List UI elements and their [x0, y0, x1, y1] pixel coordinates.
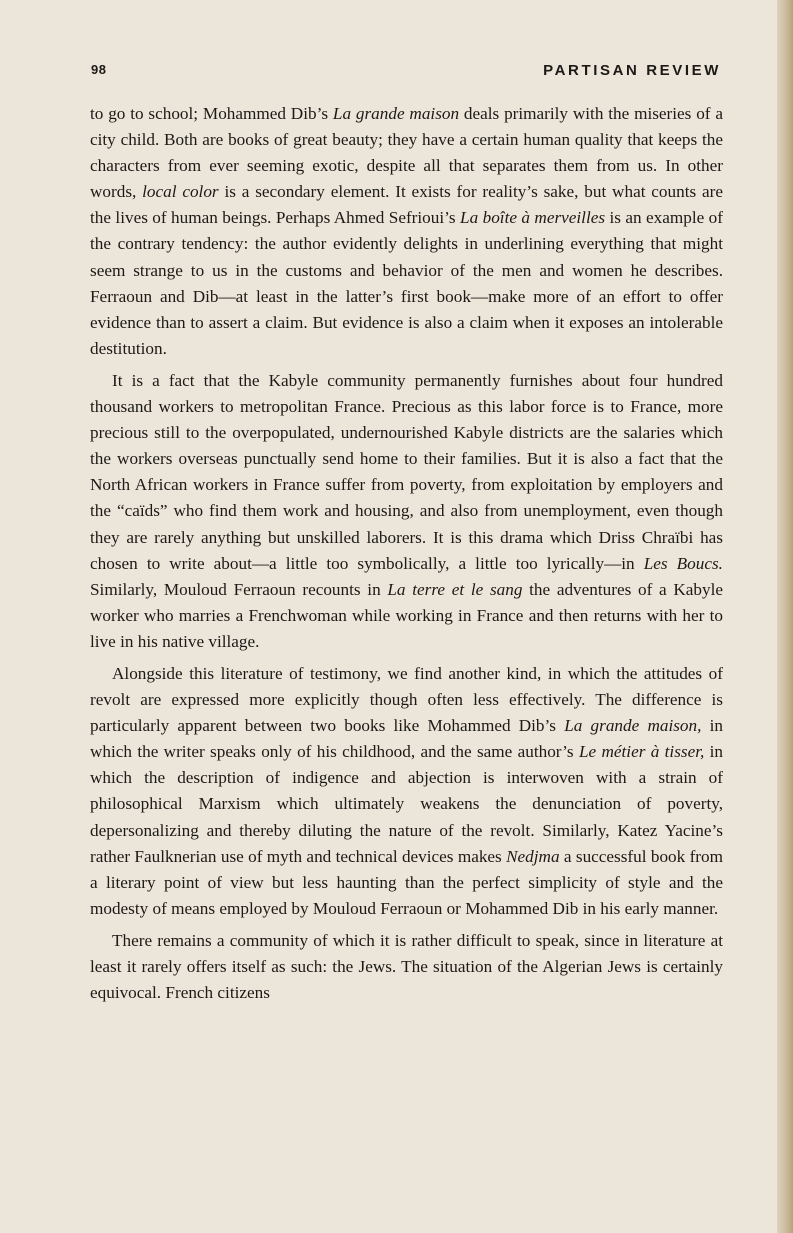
- text-span: deals primarily with the miseries of a city child. Both are books of great beauty; they have a certain human quality that keeps the characters from ever seeming exotic, despite all that separates them from us. In other words,: [90, 104, 723, 202]
- book-title: La grande maison: [332, 104, 460, 123]
- paragraph-1: [90, 101, 723, 362]
- body-text: [90, 101, 723, 1012]
- text-span: to go to school; Mohammed Dib’s: [90, 104, 333, 123]
- page-edge-shadow: [777, 0, 793, 1233]
- book-title: Nedjma: [506, 846, 560, 866]
- text-span: in which the description of indigence and abjection is interwoven with a strain of philosophical Marxism which ultimately weakens the denunciation of poverty, depersonalizing and thereby diluting the nature of the revolt. Similarly, Katez Yacine’s rather Faulknerian use of myth and technical devices makes: [90, 742, 723, 866]
- text-span: It is a fact that the Kabyle community permanently furnishes about four hundred thousand workers to metropolitan France. Precious as this labor force is to France, more precious still to the overpopulated, undernourished Kabyle districts are the salaries which the workers overseas punctually send home to their families. But it is also a fact that the North African workers in France suffer from poverty, from exploitation by employers and the “caïds” who find them work and housing, and also from unemployment, even though they are rarely anything but unskilled laborers. It is this drama which Driss Chraïbi has chosen to write about—a little too symbolically, a little too lyrically—in: [90, 370, 723, 573]
- text-span: is an example of the contrary tendency: the author evidently delights in underlining everything that might seem strange to us in the customs and behavior of the men and women he describes. Ferraoun and Dib—at least in the latter’s first book—make more of an effort to offer evidence than to assert a claim. But evidence is also a claim when it exposes an intolerable destitution.: [90, 208, 723, 358]
- paragraph-2: [90, 368, 723, 655]
- text-span: in which the writer speaks only of his childhood, and the same author’s: [90, 716, 723, 762]
- running-head: PARTISAN REVIEW: [543, 62, 721, 79]
- book-title: La grande maison,: [564, 716, 702, 736]
- emphasis: local color: [142, 182, 219, 202]
- text-span: Alongside this literature of testimony, we find another kind, in which the attitudes of revolt are expressed more explicitly though often less effectively. The difference is particularly apparent between two books like Mohammed Dib’s: [90, 663, 723, 736]
- book-title: Les Boucs.: [643, 553, 723, 573]
- page-number: 98: [91, 62, 107, 77]
- text-span: Similarly, Mouloud Ferraoun recounts in: [90, 579, 388, 599]
- paragraph-4: [90, 928, 723, 1006]
- page-header: [91, 62, 721, 84]
- text-span: a successful book from a literary point of view but less haunting than the perfect simplicity of style and the modesty of means employed by Mouloud Ferraoun or Mohammed Dib in his early manner.: [90, 846, 723, 918]
- book-title: La boîte à merveilles: [460, 208, 606, 228]
- book-title: La terre et le sang: [387, 579, 523, 599]
- text-span: There remains a community of which it is rather difficult to speak, since in literature at least it rarely offers itself as such: the Jews. The situation of the Algerian Jews is certainly equivocal. French citizens: [90, 930, 723, 1003]
- text-span: is a secondary element. It exists for reality’s sake, but what counts are the lives of human beings. Perhaps Ahmed Sefrioui’s: [90, 182, 723, 228]
- paragraph-3: [90, 661, 723, 922]
- book-title: Le métier à tisser,: [578, 742, 705, 762]
- text-span: the adventures of a Kabyle worker who marries a Frenchwoman while working in France and then returns with her to live in his native village.: [90, 579, 723, 651]
